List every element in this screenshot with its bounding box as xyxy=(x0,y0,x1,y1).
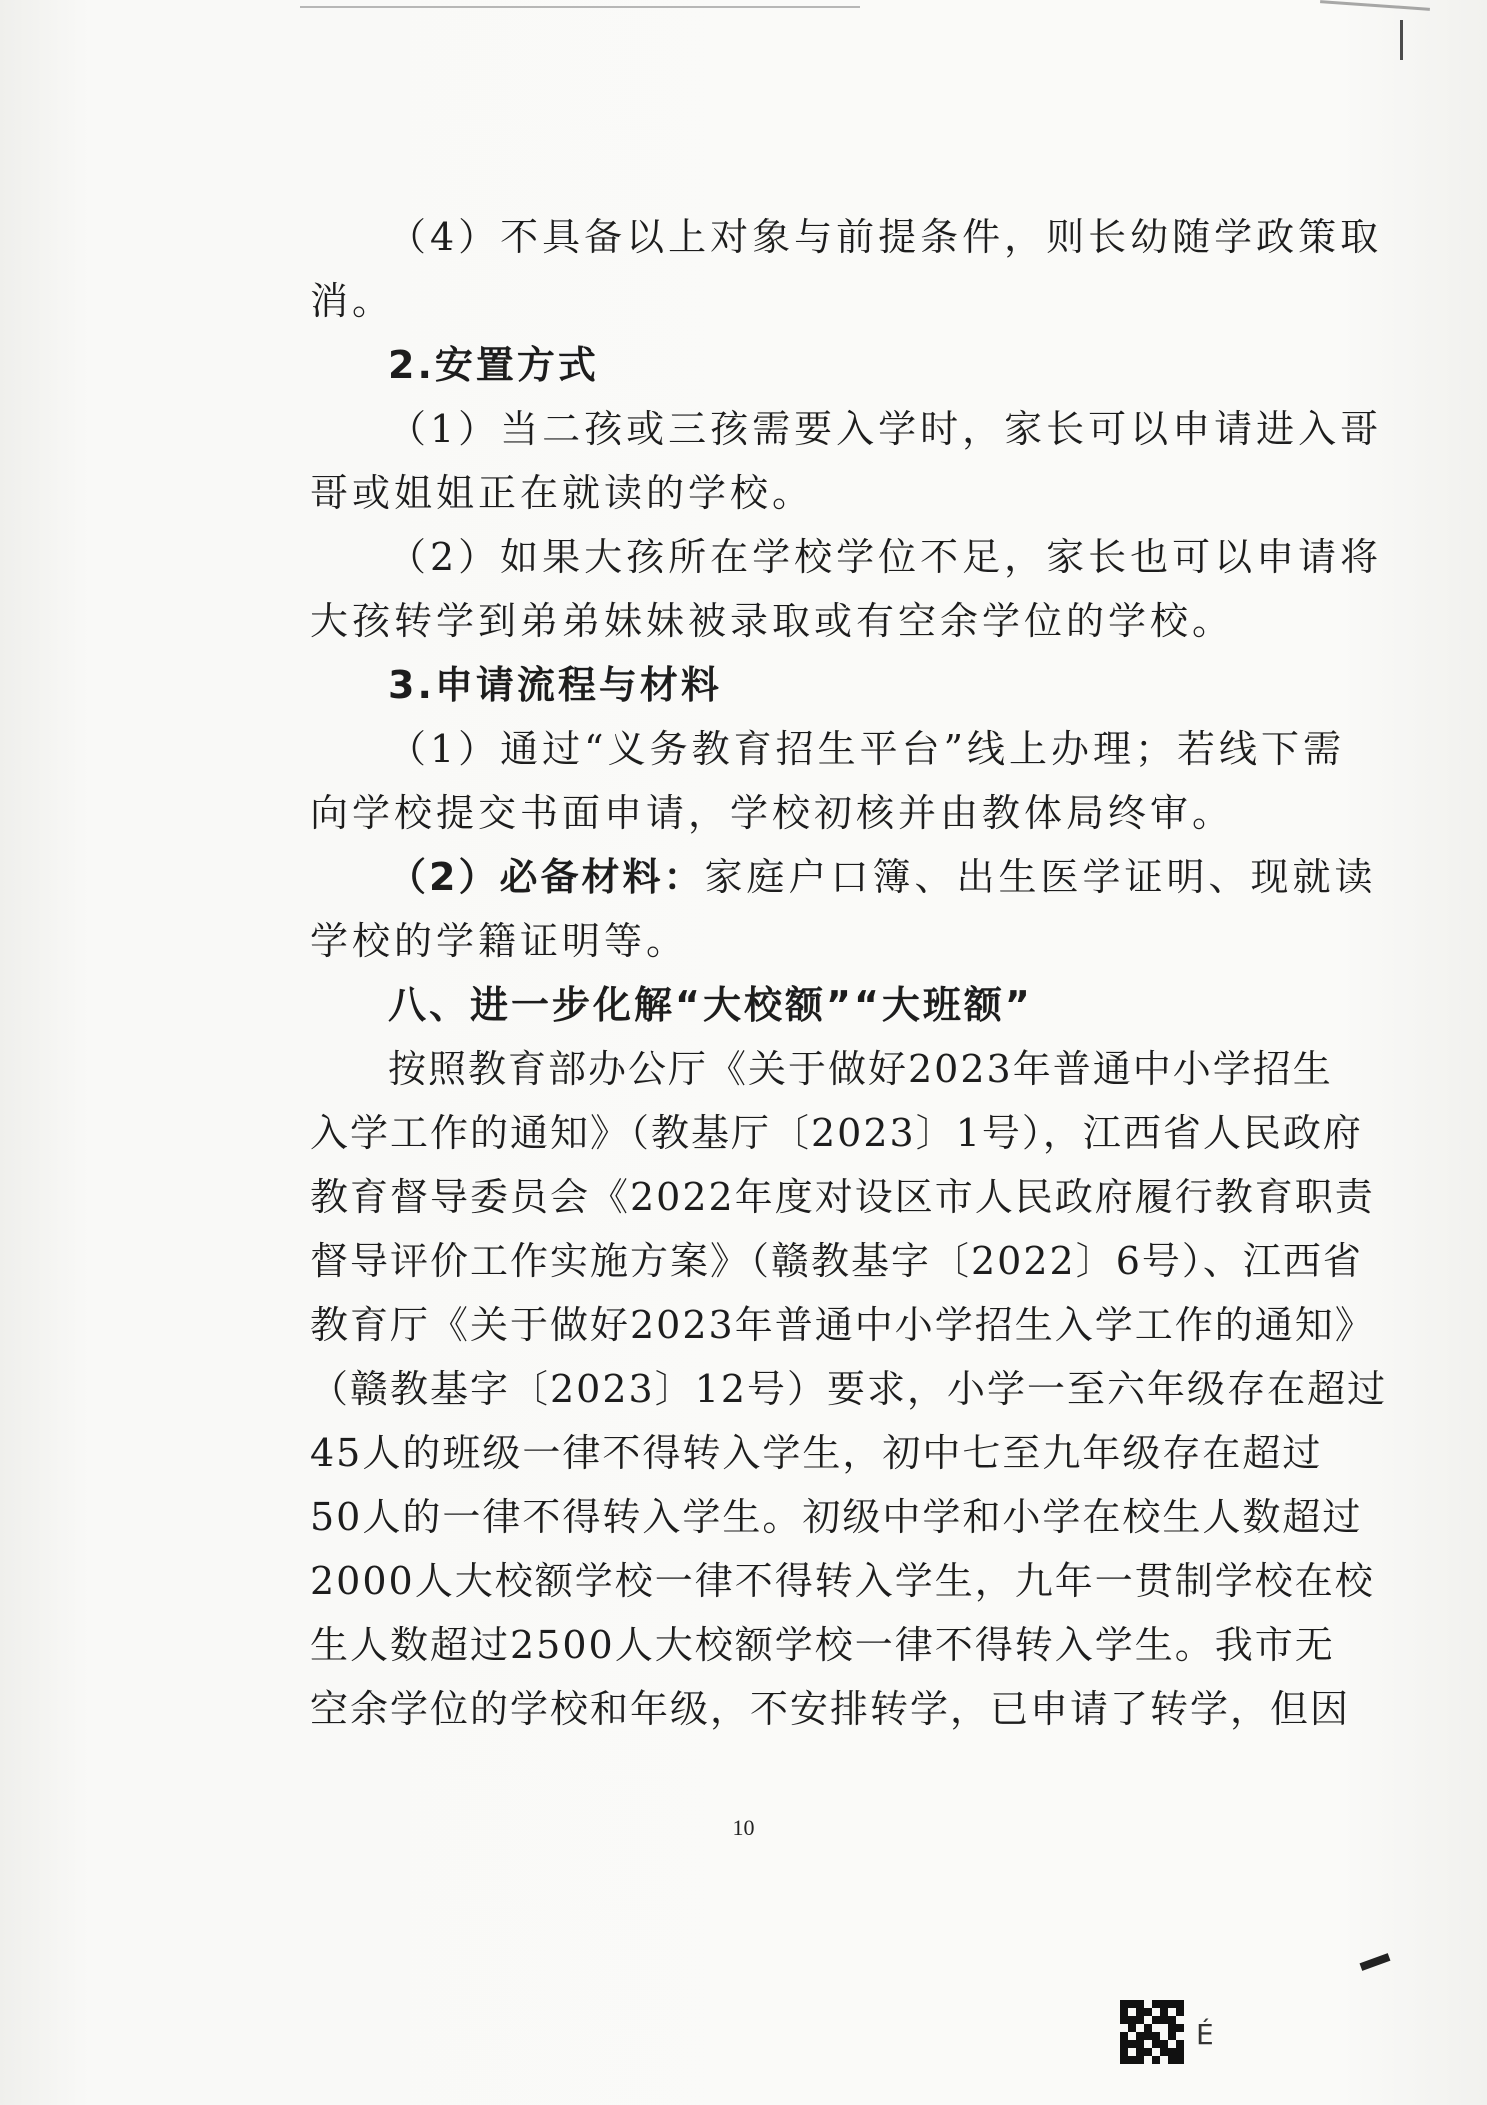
scan-edge-top-right xyxy=(1320,0,1430,11)
body-line: 2000人大校额学校一律不得转入学生，九年一贯制学校在校 xyxy=(310,1559,1375,1603)
body-line: （1）通过“义务教育招生平台”线上办理；若线下需 xyxy=(388,727,1346,771)
body-line: （4）不具备以上对象与前提条件，则长幼随学政策取 xyxy=(388,215,1383,259)
qr-trailing-mark: É xyxy=(1196,2018,1214,2051)
body-line: 学校的学籍证明等。 xyxy=(310,919,689,963)
body-line: 生人数超过2500人大校额学校一律不得转入学生。我市无 xyxy=(310,1623,1335,1667)
scan-edge-right xyxy=(1400,20,1403,60)
chapter-heading: 八、进一步化解“大校额”“大班额” xyxy=(388,983,1033,1027)
page-number: 10 xyxy=(732,1815,755,1840)
body-line: 向学校提交书面申请，学校初核并由教体局终审。 xyxy=(310,791,1235,835)
section-heading: 2.安置方式 xyxy=(388,343,599,387)
body-line-mixed xyxy=(310,845,1377,909)
body-line: （1）当二孩或三孩需要入学时，家长可以申请进入哥 xyxy=(388,407,1383,451)
section-heading: 3.申请流程与材料 xyxy=(388,663,722,707)
body-line: 空余学位的学校和年级，不安排转学，已申请了转学，但因 xyxy=(310,1687,1351,1731)
body-line: 50人的一律不得转入学生。初级中学和小学在校生人数超过 xyxy=(310,1495,1363,1539)
body-line: （2）如果大孩所在学校学位不足，家长也可以申请将 xyxy=(388,535,1383,579)
scan-corner-mark xyxy=(1360,1953,1391,1971)
body-line: 入学工作的通知》（教基厅〔2023〕1号），江西省人民政府 xyxy=(310,1111,1363,1155)
body-line: 按照教育部办公厅《关于做好2023年普通中小学招生 xyxy=(388,1047,1333,1091)
bold-label: （2）必备材料： xyxy=(388,855,705,899)
body-line: 督导评价工作实施方案》（赣教基字〔2022〕6号）、江西省 xyxy=(310,1239,1363,1283)
body-line: 大孩转学到弟弟妹妹被录取或有空余学位的学校。 xyxy=(310,599,1235,643)
body-line: 教育厅《关于做好2023年普通中小学招生入学工作的通知》 xyxy=(310,1303,1375,1347)
qr-code-icon xyxy=(1120,2000,1184,2064)
document-body xyxy=(310,205,1388,1741)
body-line: 消。 xyxy=(310,279,395,323)
body-line: 教育督导委员会《2022年度对设区市人民政府履行教育职责 xyxy=(310,1175,1375,1219)
body-line: （赣教基字〔2023〕12号）要求，小学一至六年级存在超过 xyxy=(310,1367,1388,1411)
body-line: 45人的班级一律不得转入学生，初中七至九年级存在超过 xyxy=(310,1431,1323,1475)
body-line: 哥或姐姐正在就读的学校。 xyxy=(310,471,815,515)
scan-edge-top xyxy=(300,6,860,8)
body-text: 家庭户口簿、出生医学证明、现就读 xyxy=(704,855,1377,899)
